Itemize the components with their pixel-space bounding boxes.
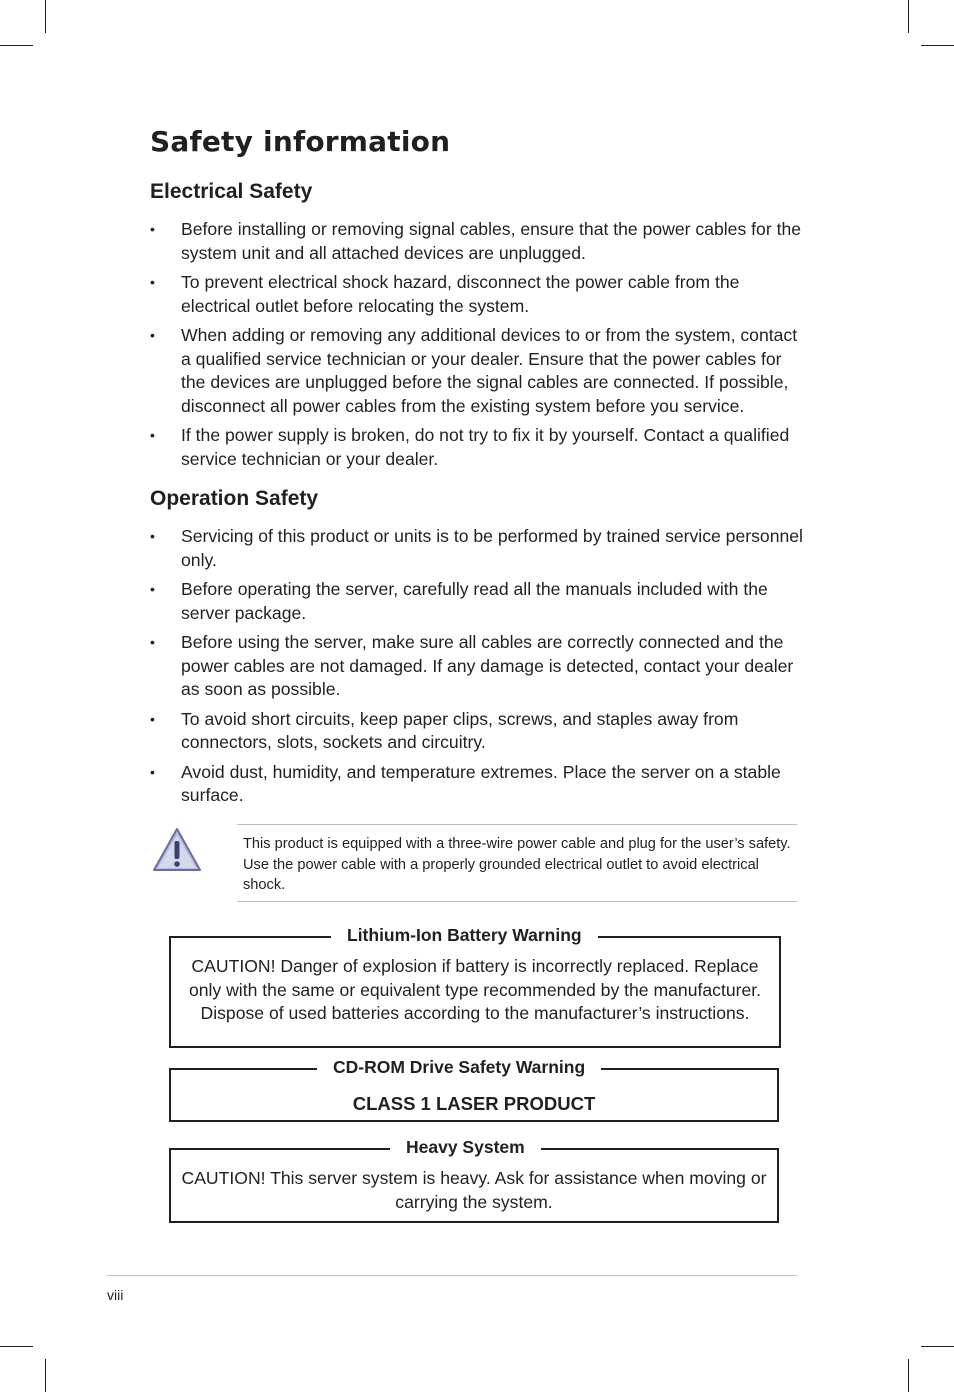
heavy-system-warning-box	[169, 1137, 779, 1223]
page-title: Safety information	[150, 125, 451, 158]
list-item	[150, 631, 805, 702]
list-item-text: If the power supply is broken, do not try to fix it by yourself. Contact a qualified service technician or your dealer.	[181, 425, 790, 469]
lithium-battery-warning-box	[169, 925, 781, 1048]
crop-mark	[908, 0, 909, 33]
list-item	[150, 525, 805, 572]
warning-line: CAUTION! Danger of explosion if battery is incorrectly replaced. Replace	[191, 956, 759, 976]
list-item-text: When adding or removing any additional devices to or from the system, contact a qualified service technician or your dealer. Ensure that the power cables for the devices are unplugged before the signal cables are connected. If possible, disconnect all power cables from the existing system before you service.	[181, 325, 798, 416]
crop-mark	[0, 45, 33, 46]
crop-mark	[921, 45, 954, 46]
crop-mark	[0, 1346, 33, 1347]
warning-line: CAUTION! This server system is heavy. Ask for assistance when moving or	[181, 1168, 767, 1188]
lithium-battery-warning-title: Lithium-Ion Battery Warning	[331, 923, 598, 947]
bullet-icon: •	[150, 327, 155, 343]
list-item	[150, 271, 805, 318]
safety-notice	[237, 824, 797, 902]
heavy-system-warning-text	[171, 1150, 777, 1214]
list-item-text: Servicing of this product or units is to be performed by trained service personnel only.	[181, 526, 803, 570]
bullet-icon: •	[150, 427, 155, 443]
lithium-battery-warning-text	[171, 938, 779, 1026]
warning-line: only with the same or equivalent type recommended by the manufacturer.	[188, 979, 762, 1000]
bullet-icon: •	[150, 581, 155, 597]
notice-text: This product is equipped with a three-wire power cable and plug for the user’s safety. Use the power cable with a properly grounded electrical outlet to avoid electrical shock.	[243, 836, 791, 893]
heavy-system-warning-title: Heavy System	[390, 1135, 541, 1159]
footer-divider	[107, 1275, 797, 1276]
list-item	[150, 218, 805, 265]
list-item	[150, 324, 805, 418]
operation-safety-list	[150, 525, 805, 814]
electrical-safety-heading: Electrical Safety	[150, 180, 313, 203]
warning-line: Dispose of used batteries according to the manufacturer’s instructions.	[200, 1003, 750, 1023]
warning-triangle-icon	[151, 826, 203, 874]
crop-mark	[921, 1346, 954, 1347]
cdrom-warning-title: CD-ROM Drive Safety Warning	[317, 1055, 601, 1079]
list-item	[150, 578, 805, 625]
list-item-text: Before operating the server, carefully read all the manuals included with the server package.	[181, 579, 768, 623]
cdrom-warning-text: CLASS 1 LASER PRODUCT	[352, 1093, 596, 1114]
list-item-text: Avoid dust, humidity, and temperature extremes. Place the server on a stable surface.	[181, 761, 781, 805]
bullet-icon: •	[150, 221, 155, 237]
list-item	[150, 424, 805, 471]
electrical-safety-list	[150, 218, 805, 477]
cdrom-warning-box	[169, 1057, 779, 1122]
crop-mark	[45, 0, 46, 33]
bullet-icon: •	[150, 710, 155, 727]
list-item	[150, 708, 805, 755]
warning-line: carrying the system.	[395, 1191, 553, 1212]
list-item-text: To prevent electrical shock hazard, disconnect the power cable from the electrical outlet before relocating the system.	[181, 272, 740, 316]
bullet-icon: •	[150, 528, 155, 544]
bullet-icon: •	[150, 763, 155, 780]
crop-mark	[908, 1359, 909, 1392]
list-item-text: Before installing or removing signal cables, ensure that the power cables for the system unit and all attached devices are unplugged.	[181, 219, 802, 263]
bullet-icon: •	[150, 274, 155, 290]
list-item-text: Before using the server, make sure all cables are correctly connected and the power cables are not damaged. If any damage is detected, contact your dealer as soon as possible.	[181, 632, 794, 699]
operation-safety-heading: Operation Safety	[150, 487, 319, 510]
list-item-text: To avoid short circuits, keep paper clips, screws, and staples away from connectors, slots, sockets and circuitry.	[181, 708, 739, 752]
page-number: viii	[107, 1287, 124, 1303]
list-item	[150, 761, 805, 808]
bullet-icon: •	[150, 634, 155, 650]
crop-mark	[45, 1359, 46, 1392]
